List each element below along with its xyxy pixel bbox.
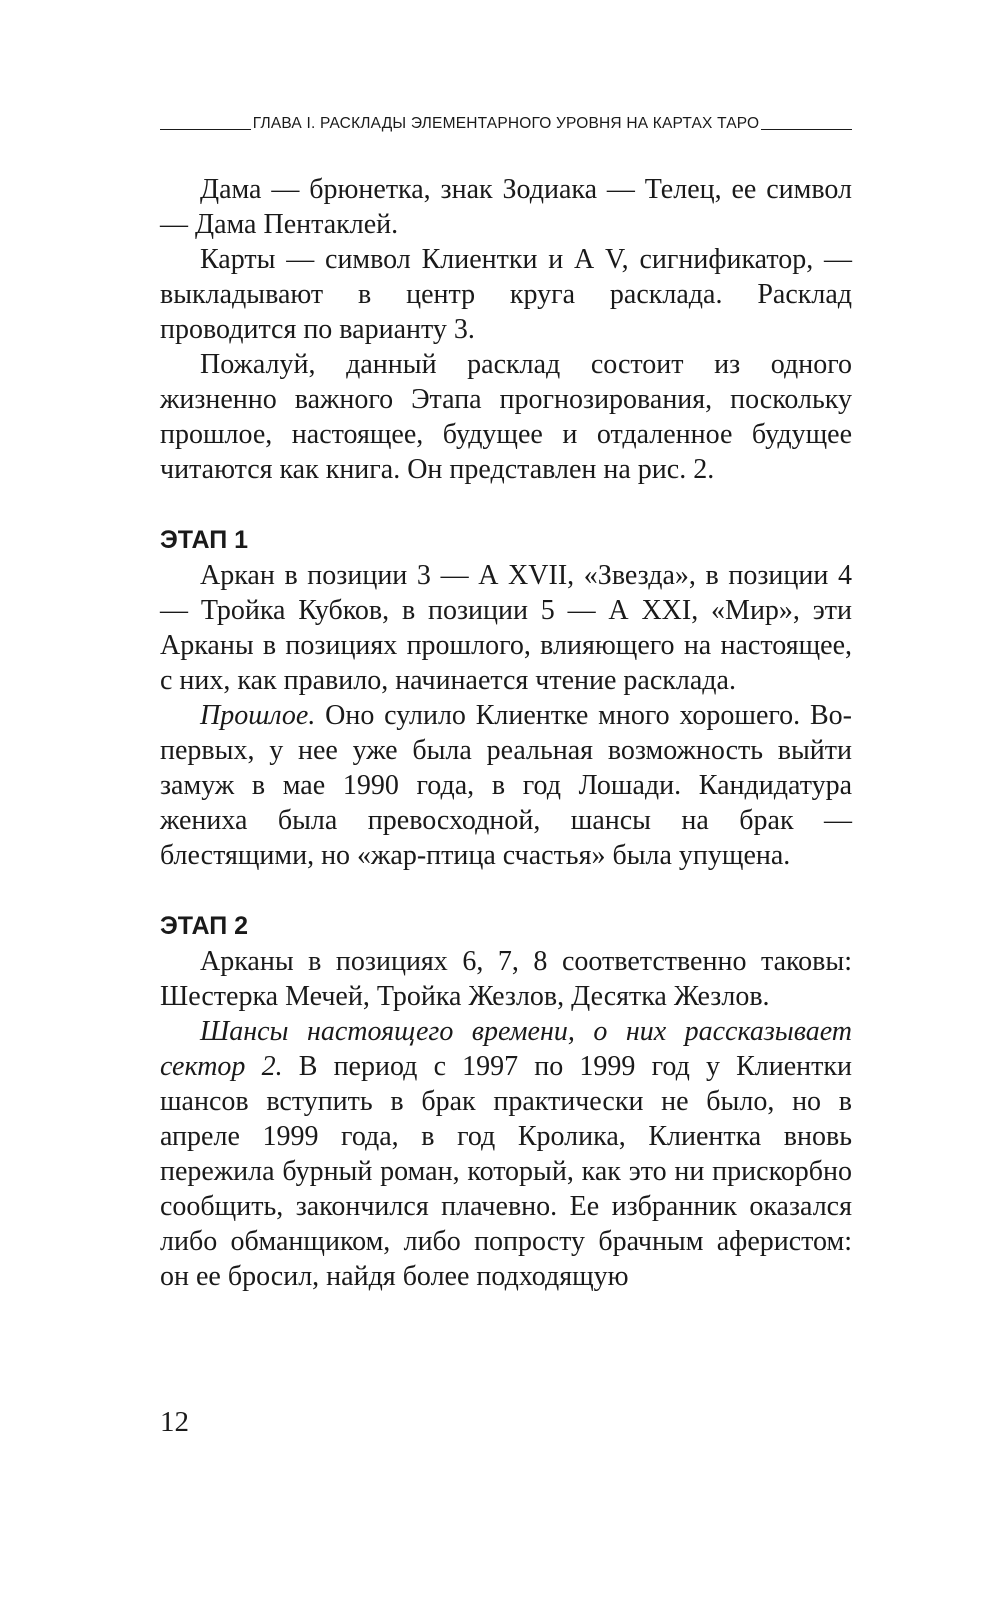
running-head-rule-left <box>160 129 251 130</box>
paragraph-cards: Карты — символ Клиентки и А V, сигнификатор, — выкладывают в центр круга расклада. Расклад проводится по варианту 3. <box>160 244 852 345</box>
stage-2-heading: ЭТАП 2 <box>160 912 249 940</box>
stage-2-paragraph-present <box>160 1014 852 1294</box>
stage-2-paragraph-arcana: Арканы в позициях 6, 7, 8 соответственно таковы: Шестерка Мечей, Тройка Жезлов, Десятка Жезлов. <box>160 946 852 1012</box>
stage-1-past-text: Оно сулило Клиентке много хорошего. Во-первых, у нее уже была реальная возможность выйти замуж в мае 1990 года, в год Лошади. Кандидатура жениха была превосходной, шансы на брак — блестящими, но «жар-птица счастья» была упущена. <box>160 700 852 871</box>
page-number: 12 <box>160 1406 189 1438</box>
paragraph-lady: Дама — брюнетка, знак Зодиака — Телец, ее символ — Дама Пентаклей. <box>160 174 852 240</box>
running-head-rule-right <box>761 129 852 130</box>
body-text <box>160 172 852 1294</box>
stage-1-paragraph-past <box>160 698 852 873</box>
stage-1-past-label: Прошлое. <box>200 700 316 731</box>
stage-1-heading: ЭТАП 1 <box>160 526 249 554</box>
paragraph-spread: Пожалуй, данный расклад состоит из одного жизненно важного Этапа прогнозирования, поскольку прошлое, настоящее, будущее и отдаленное будущее читаются как книга. Он представлен на рис. 2. <box>160 349 852 485</box>
running-head-title: ГЛАВА I. РАСКЛАДЫ ЭЛЕМЕНТАРНОГО УРОВНЯ НА КАРТАХ ТАРО <box>252 115 760 132</box>
stage-2-present-label: Шансы настоящего времени, о них рассказывает сектор 2. <box>160 1016 852 1082</box>
running-head <box>160 111 852 133</box>
stage-1-paragraph-arcana: Аркан в позиции 3 — А XVII, «Звезда», в позиции 4 — Тройка Кубков, в позиции 5 — А XXI, «Мир», эти Арканы в позициях прошлого, влияющего на настоящее, с них, как правило, начинается чтение расклада. <box>160 560 852 696</box>
stage-2-present-text: В период с 1997 по 1999 год у Клиентки шансов вступить в брак практически не было, но в апреле 1999 года, в год Кролика, Клиентка вновь пережила бурный роман, который, как это ни прискорбно сообщить, закончился плачевно. Ее избранник оказался либо обманщиком, либо попросту брачным аферистом: он ее бросил, найдя более подходящую <box>160 1051 852 1292</box>
